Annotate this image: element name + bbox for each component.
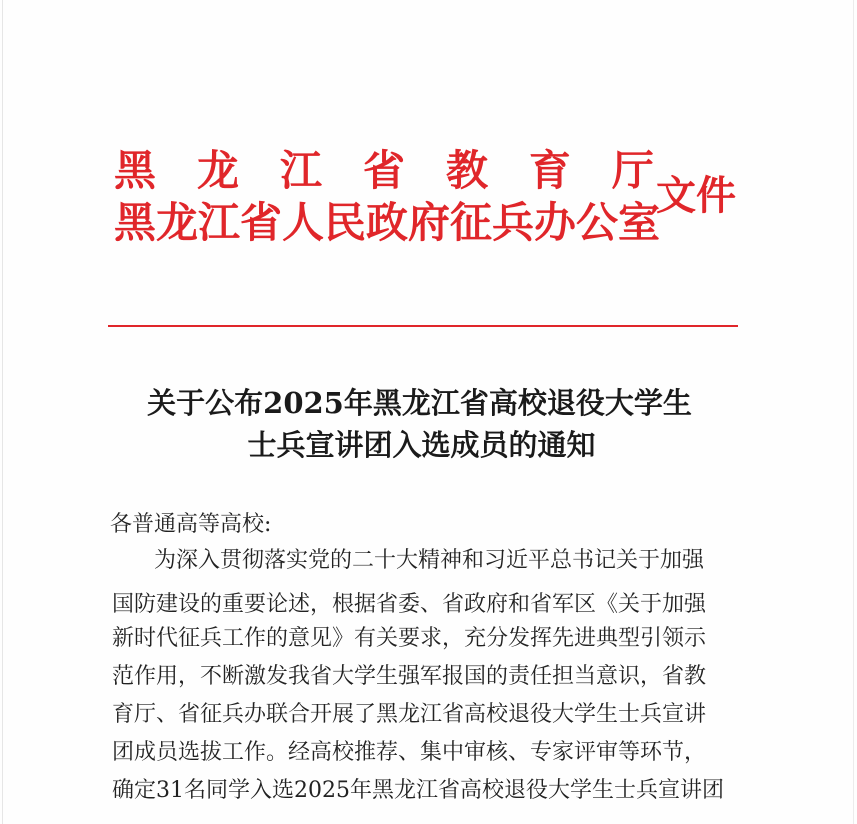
scan-edge-right — [853, 0, 854, 824]
document-title-line-1: 关于公布2025年黑龙江省高校退役大学生 — [147, 386, 692, 420]
issuer-char: 厅 — [611, 146, 654, 195]
issuer-char: 省 — [362, 146, 405, 195]
paragraph-line: 国防建设的重要论述，根据省委、省政府和省军区《关于加强 — [112, 592, 707, 617]
issuer-line-1 — [114, 146, 654, 196]
issuer-char: 龙 — [196, 146, 239, 195]
paragraph-line: 育厅、省征兵办联合开展了黑龙江省高校退役大学生士兵宣讲 — [112, 702, 707, 727]
header-divider — [108, 325, 738, 327]
paragraph-line: 团成员选拔工作。经高校推荐、集中审核、专家评审等环节， — [112, 740, 707, 765]
issuer-char: 黑 — [114, 146, 157, 195]
issuer-char: 江 — [279, 146, 322, 195]
paragraph-line: 范作用，不断激发我省大学生强军报国的责任担当意识，省教 — [112, 664, 707, 689]
document-type-suffix: 文件 — [656, 172, 736, 219]
issuer-line-2: 黑龙江省人民政府征兵办公室 — [114, 198, 661, 247]
issuer-char: 育 — [528, 146, 571, 195]
paragraph-line: 新时代征兵工作的意见》有关要求，充分发挥先进典型引领示 — [112, 626, 707, 651]
issuer-char: 教 — [445, 146, 488, 195]
document-title-line-2: 士兵宣讲团入选成员的通知 — [247, 428, 596, 462]
paragraph-line: 确定31名同学入选2025年黑龙江省高校退役大学生士兵宣讲团 — [112, 778, 724, 803]
paragraph-line: 为深入贯彻落实党的二十大精神和习近平总书记关于加强 — [154, 548, 705, 573]
salutation: 各普通高等高校: — [110, 512, 272, 537]
